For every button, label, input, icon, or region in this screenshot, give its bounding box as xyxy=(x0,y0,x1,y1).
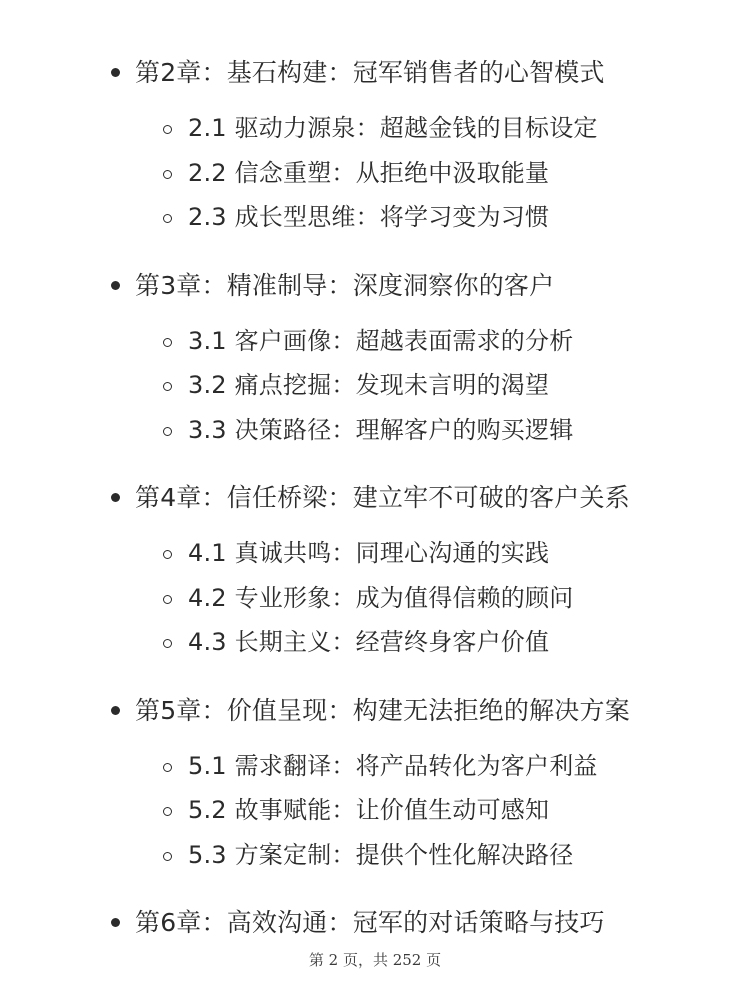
chapter-item xyxy=(0,686,750,736)
section-item xyxy=(0,365,750,410)
section-item xyxy=(0,533,750,578)
section-title: 2.3 成长型思维：将学习变为习惯 xyxy=(188,203,550,231)
chapter-title: 第4章：信任桥梁：建立牢不可破的客户关系 xyxy=(135,483,630,512)
filled-bullet-icon xyxy=(111,706,120,715)
section-item xyxy=(0,790,750,835)
section-title: 4.3 长期主义：经营终身客户价值 xyxy=(188,628,550,656)
filled-bullet-icon xyxy=(111,493,120,502)
hollow-bullet-icon xyxy=(163,125,172,134)
section-title: 4.1 真诚共鸣：同理心沟通的实践 xyxy=(188,539,550,567)
filled-bullet-icon xyxy=(111,281,120,290)
section-item xyxy=(0,410,750,455)
chapter-title: 第2章：基石构建：冠军销售者的心智模式 xyxy=(135,58,605,87)
page-number: 第 2 页，共 252 页 xyxy=(308,951,442,969)
section-title: 5.2 故事赋能：让价值生动可感知 xyxy=(188,796,550,824)
section-item xyxy=(0,746,750,791)
chapter-title: 第6章：高效沟通：冠军的对话策略与技巧 xyxy=(135,908,605,937)
section-item xyxy=(0,835,750,880)
chapter-item xyxy=(0,261,750,311)
section-title: 3.1 客户画像：超越表面需求的分析 xyxy=(188,326,574,355)
section-title: 3.2 痛点挖掘：发现未言明的渴望 xyxy=(188,371,550,399)
chapter-item xyxy=(0,48,750,98)
hollow-bullet-icon xyxy=(163,338,172,347)
chapter-item xyxy=(0,898,750,948)
chapter-title: 第3章：精准制导：深度洞察你的客户 xyxy=(135,270,555,300)
filled-bullet-icon xyxy=(111,918,120,927)
section-item xyxy=(0,622,750,667)
hollow-bullet-icon xyxy=(163,427,172,436)
section-list xyxy=(0,533,750,667)
section-title: 5.1 需求翻译：将产品转化为客户利益 xyxy=(188,751,598,780)
section-list xyxy=(0,108,750,242)
section-item xyxy=(0,153,750,198)
section-title: 2.2 信念重塑：从拒绝中汲取能量 xyxy=(188,158,550,187)
section-item xyxy=(0,197,750,242)
hollow-bullet-icon xyxy=(163,170,172,179)
section-item xyxy=(0,108,750,153)
filled-bullet-icon xyxy=(111,68,120,77)
section-title: 3.3 决策路径：理解客户的购买逻辑 xyxy=(188,415,574,444)
chapter-title: 第5章：价值呈现：构建无法拒绝的解决方案 xyxy=(135,695,630,725)
section-title: 4.2 专业形象：成为值得信赖的顾问 xyxy=(188,583,574,612)
section-title: 2.1 驱动力源泉：超越金钱的目标设定 xyxy=(188,114,598,142)
hollow-bullet-icon xyxy=(163,763,172,772)
section-item xyxy=(0,321,750,366)
hollow-bullet-icon xyxy=(163,807,172,816)
table-of-contents xyxy=(0,48,750,948)
chapter-item xyxy=(0,473,750,523)
hollow-bullet-icon xyxy=(163,214,172,223)
hollow-bullet-icon xyxy=(163,550,172,559)
hollow-bullet-icon xyxy=(163,595,172,604)
hollow-bullet-icon xyxy=(163,382,172,391)
section-item xyxy=(0,578,750,623)
section-list xyxy=(0,321,750,455)
section-title: 5.3 方案定制：提供个性化解决路径 xyxy=(188,840,574,869)
section-list xyxy=(0,746,750,880)
hollow-bullet-icon xyxy=(163,852,172,861)
hollow-bullet-icon xyxy=(163,639,172,648)
